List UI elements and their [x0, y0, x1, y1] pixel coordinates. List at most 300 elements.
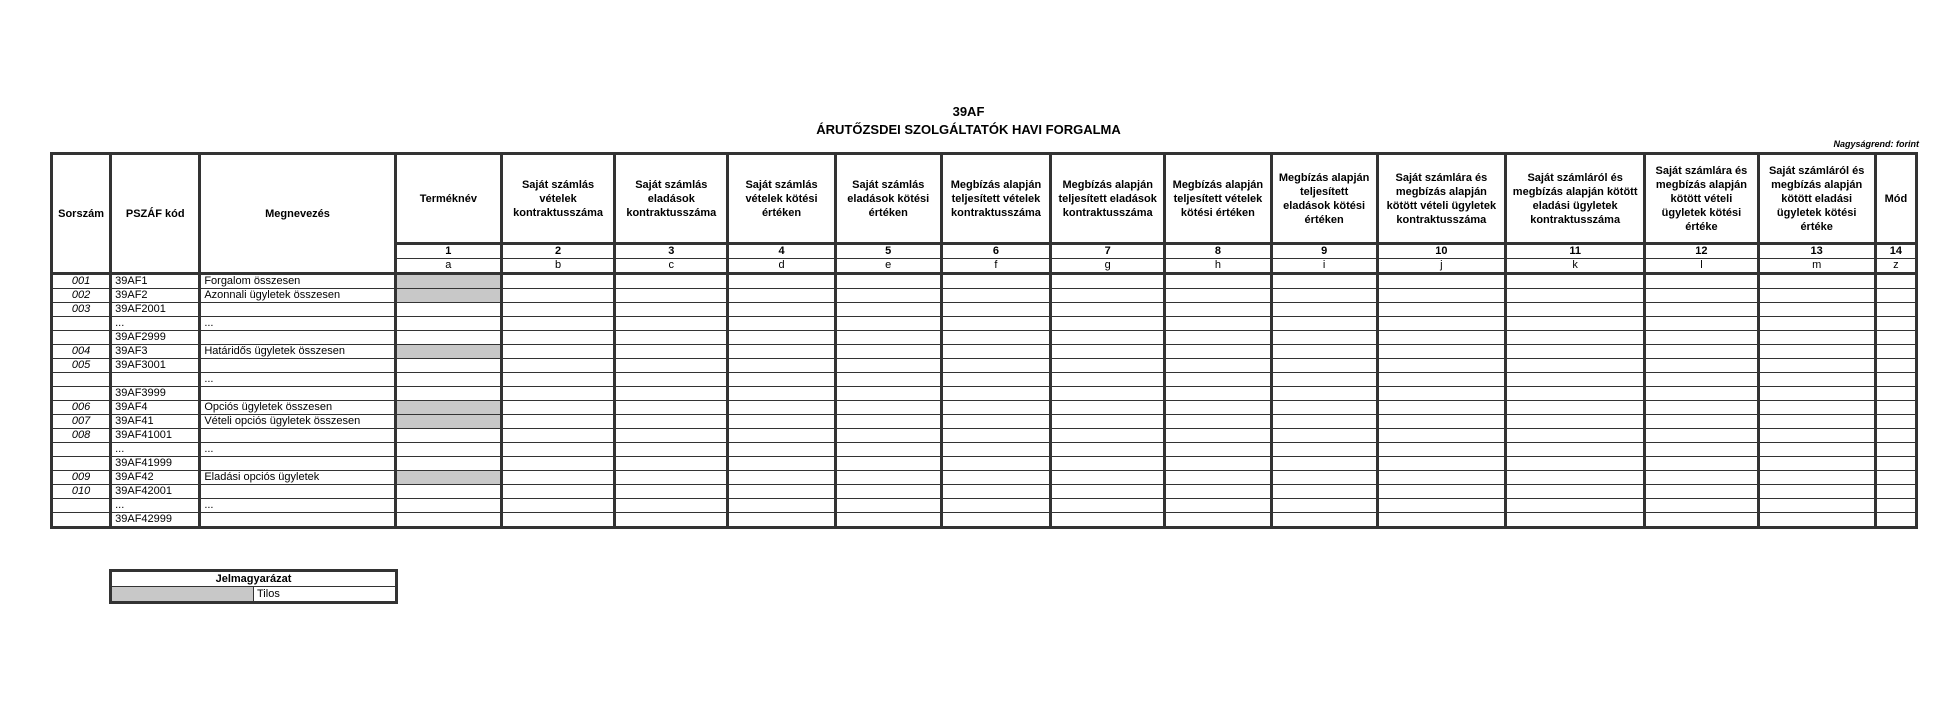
data-cell [501, 443, 614, 457]
row-megnevezes: ... [200, 373, 395, 387]
data-cell [395, 457, 501, 471]
data-cell [1271, 499, 1377, 513]
data-cell [1271, 415, 1377, 429]
data-cell [1377, 359, 1505, 373]
row-megnevezes: Azonnali ügyletek összesen [200, 289, 395, 303]
data-cell [1377, 513, 1505, 528]
data-cell [615, 331, 728, 345]
col-letter: d [728, 259, 835, 274]
data-cell [1506, 289, 1645, 303]
col-letter: l [1645, 259, 1758, 274]
data-cell [1645, 471, 1758, 485]
row-sorszam [52, 331, 111, 345]
data-cell [1165, 457, 1271, 471]
data-cell [1645, 303, 1758, 317]
data-cell [395, 499, 501, 513]
data-cell [1506, 303, 1645, 317]
data-cell [1645, 289, 1758, 303]
data-cell [1051, 401, 1165, 415]
col-header-7: Megbízás alapján teljesített eladások kontraktusszáma [1051, 154, 1165, 244]
data-cell [1051, 317, 1165, 331]
data-cell [1051, 457, 1165, 471]
data-cell [1506, 359, 1645, 373]
data-cell [835, 359, 941, 373]
data-cell [615, 485, 728, 499]
data-cell [1165, 387, 1271, 401]
col-number: 10 [1377, 244, 1505, 259]
data-cell [1875, 499, 1916, 513]
row-sorszam [52, 513, 111, 528]
table-row [52, 513, 1917, 528]
col-header-1: Terméknév [395, 154, 501, 244]
data-cell [395, 274, 501, 289]
data-cell [615, 303, 728, 317]
row-megnevezes [200, 457, 395, 471]
data-cell [1051, 499, 1165, 513]
data-cell [728, 373, 835, 387]
data-cell [728, 457, 835, 471]
col-header-6: Megbízás alapján teljesített vételek kontraktusszáma [941, 154, 1050, 244]
data-cell [1165, 485, 1271, 499]
row-megnevezes [200, 303, 395, 317]
col-letter: m [1758, 259, 1875, 274]
row-sorszam: 009 [52, 471, 111, 485]
legend [109, 569, 398, 604]
data-cell [1377, 499, 1505, 513]
data-cell [1875, 415, 1916, 429]
row-pszaf-kod: 39AF41001 [111, 429, 200, 443]
row-pszaf-kod: 39AF3999 [111, 387, 200, 401]
data-cell [501, 303, 614, 317]
data-cell [835, 457, 941, 471]
unit-note: Nagyságrend: forint [1833, 139, 1919, 149]
data-cell [395, 443, 501, 457]
data-cell [501, 513, 614, 528]
data-cell [501, 415, 614, 429]
data-cell [1271, 485, 1377, 499]
data-cell [1758, 485, 1875, 499]
data-cell [1051, 443, 1165, 457]
row-sorszam: 007 [52, 415, 111, 429]
data-cell [1165, 317, 1271, 331]
data-cell [615, 415, 728, 429]
col-header-11: Saját számláról és megbízás alapján kötött eladási ügyletek kontraktusszáma [1506, 154, 1645, 244]
col-number: 6 [941, 244, 1050, 259]
col-header-10: Saját számlára és megbízás alapján kötött vételi ügyletek kontraktusszáma [1377, 154, 1505, 244]
data-cell [1645, 345, 1758, 359]
row-megnevezes [200, 359, 395, 373]
table-row [52, 485, 1917, 499]
table-row [52, 303, 1917, 317]
data-cell [1051, 345, 1165, 359]
data-cell [728, 331, 835, 345]
row-sorszam: 001 [52, 274, 111, 289]
data-cell [1875, 303, 1916, 317]
data-cell [501, 274, 614, 289]
data-cell [835, 317, 941, 331]
data-cell [395, 359, 501, 373]
legend-title: Jelmagyarázat [111, 571, 397, 587]
col-header-8: Megbízás alapján teljesített vételek kötési értéken [1165, 154, 1271, 244]
col-header-4: Saját számlás vételek kötési értéken [728, 154, 835, 244]
data-cell [1051, 289, 1165, 303]
data-cell [1165, 274, 1271, 289]
data-cell [835, 485, 941, 499]
col-letter: e [835, 259, 941, 274]
data-cell [1645, 485, 1758, 499]
row-megnevezes: ... [200, 443, 395, 457]
row-megnevezes: Határidős ügyletek összesen [200, 345, 395, 359]
col-number: 3 [615, 244, 728, 259]
data-cell [835, 499, 941, 513]
col-number: 7 [1051, 244, 1165, 259]
data-cell [728, 345, 835, 359]
row-sorszam: 004 [52, 345, 111, 359]
data-cell [1506, 331, 1645, 345]
data-cell [1165, 289, 1271, 303]
data-cell [501, 485, 614, 499]
data-cell [941, 289, 1050, 303]
data-cell [1377, 289, 1505, 303]
data-cell [1645, 443, 1758, 457]
data-cell [1758, 471, 1875, 485]
data-cell [728, 274, 835, 289]
data-cell [1645, 331, 1758, 345]
table-row [52, 443, 1917, 457]
data-cell [835, 331, 941, 345]
data-cell [1271, 317, 1377, 331]
table-row [52, 387, 1917, 401]
data-cell [1875, 471, 1916, 485]
data-cell [1758, 499, 1875, 513]
table-row [52, 331, 1917, 345]
col-letter: f [941, 259, 1050, 274]
data-cell [1875, 317, 1916, 331]
data-cell [1875, 485, 1916, 499]
data-cell [1165, 331, 1271, 345]
data-cell [615, 289, 728, 303]
data-cell [395, 373, 501, 387]
data-cell [1271, 443, 1377, 457]
row-megnevezes [200, 513, 395, 528]
data-cell [941, 513, 1050, 528]
data-cell [1377, 401, 1505, 415]
data-cell [615, 499, 728, 513]
data-cell [1758, 429, 1875, 443]
data-cell [835, 345, 941, 359]
data-cell [395, 289, 501, 303]
col-number: 8 [1165, 244, 1271, 259]
data-cell [1377, 471, 1505, 485]
col-header-pszaf-kod: PSZÁF kód [111, 154, 200, 274]
row-pszaf-kod: 39AF2001 [111, 303, 200, 317]
data-cell [728, 471, 835, 485]
data-cell [1377, 457, 1505, 471]
table-body [52, 274, 1917, 528]
data-cell [1377, 443, 1505, 457]
data-cell [501, 289, 614, 303]
data-cell [835, 443, 941, 457]
data-cell [1051, 485, 1165, 499]
row-sorszam: 005 [52, 359, 111, 373]
data-cell [1506, 443, 1645, 457]
data-cell [1506, 373, 1645, 387]
data-cell [1758, 457, 1875, 471]
data-cell [1271, 274, 1377, 289]
data-cell [1165, 401, 1271, 415]
data-cell [728, 303, 835, 317]
data-cell [1377, 429, 1505, 443]
data-cell [1645, 415, 1758, 429]
row-megnevezes [200, 485, 395, 499]
data-cell [835, 387, 941, 401]
row-sorszam: 010 [52, 485, 111, 499]
table-row [52, 457, 1917, 471]
data-cell [1645, 429, 1758, 443]
data-cell [501, 345, 614, 359]
table-row [52, 471, 1917, 485]
col-number: 12 [1645, 244, 1758, 259]
data-cell [835, 274, 941, 289]
data-cell [395, 513, 501, 528]
col-number: 13 [1758, 244, 1875, 259]
data-cell [835, 289, 941, 303]
row-pszaf-kod: 39AF42001 [111, 485, 200, 499]
data-cell [1875, 331, 1916, 345]
data-cell [615, 345, 728, 359]
data-cell [1051, 387, 1165, 401]
col-number: 4 [728, 244, 835, 259]
data-cell [615, 373, 728, 387]
row-pszaf-kod: 39AF2999 [111, 331, 200, 345]
data-cell [1875, 513, 1916, 528]
data-cell [395, 471, 501, 485]
col-header-9: Megbízás alapján teljesített eladások kötési értéken [1271, 154, 1377, 244]
data-cell [1875, 443, 1916, 457]
report-table [50, 152, 1918, 529]
data-cell [615, 513, 728, 528]
data-cell [941, 457, 1050, 471]
data-cell [1271, 345, 1377, 359]
data-cell [1377, 415, 1505, 429]
data-cell [1506, 513, 1645, 528]
data-cell [501, 499, 614, 513]
col-header-sorszam: Sorszám [52, 154, 111, 274]
col-letter: c [615, 259, 728, 274]
table-row [52, 345, 1917, 359]
data-cell [1875, 387, 1916, 401]
data-cell [728, 359, 835, 373]
data-cell [1377, 331, 1505, 345]
data-cell [1271, 471, 1377, 485]
row-sorszam: 003 [52, 303, 111, 317]
legend-swatch [111, 587, 254, 603]
data-cell [941, 415, 1050, 429]
col-letter: j [1377, 259, 1505, 274]
data-cell [941, 303, 1050, 317]
data-cell [1377, 485, 1505, 499]
data-cell [728, 401, 835, 415]
row-megnevezes [200, 387, 395, 401]
data-cell [1051, 415, 1165, 429]
row-pszaf-kod: 39AF42 [111, 471, 200, 485]
data-cell [1758, 373, 1875, 387]
data-cell [1875, 289, 1916, 303]
data-cell [941, 387, 1050, 401]
data-cell [1506, 401, 1645, 415]
col-header-14: Mód [1875, 154, 1916, 244]
table-row [52, 274, 1917, 289]
row-megnevezes [200, 331, 395, 345]
data-cell [835, 373, 941, 387]
data-cell [1506, 317, 1645, 331]
data-cell [1377, 373, 1505, 387]
data-cell [941, 471, 1050, 485]
col-number: 9 [1271, 244, 1377, 259]
row-pszaf-kod: 39AF4 [111, 401, 200, 415]
row-pszaf-kod: 39AF2 [111, 289, 200, 303]
table-row [52, 429, 1917, 443]
row-pszaf-kod: ... [111, 499, 200, 513]
data-cell [1875, 274, 1916, 289]
data-cell [501, 373, 614, 387]
row-pszaf-kod: 39AF41999 [111, 457, 200, 471]
row-sorszam [52, 317, 111, 331]
row-pszaf-kod: ... [111, 317, 200, 331]
data-cell [1165, 499, 1271, 513]
data-cell [395, 415, 501, 429]
col-header-megnevezes: Megnevezés [200, 154, 395, 274]
data-cell [1645, 359, 1758, 373]
row-megnevezes [200, 429, 395, 443]
data-cell [835, 471, 941, 485]
data-cell [1271, 401, 1377, 415]
data-cell [1875, 345, 1916, 359]
col-letter: z [1875, 259, 1916, 274]
data-cell [1758, 303, 1875, 317]
table-row [52, 415, 1917, 429]
data-cell [1758, 359, 1875, 373]
data-cell [1051, 359, 1165, 373]
col-header-3: Saját számlás eladások kontraktusszáma [615, 154, 728, 244]
data-cell [1271, 373, 1377, 387]
data-cell [941, 429, 1050, 443]
row-pszaf-kod: 39AF42999 [111, 513, 200, 528]
data-cell [1645, 373, 1758, 387]
data-cell [1758, 387, 1875, 401]
data-cell [941, 317, 1050, 331]
data-cell [395, 401, 501, 415]
data-cell [1506, 429, 1645, 443]
data-cell [501, 387, 614, 401]
data-cell [941, 401, 1050, 415]
row-pszaf-kod [111, 373, 200, 387]
data-cell [1271, 289, 1377, 303]
data-cell [1645, 387, 1758, 401]
data-cell [395, 303, 501, 317]
data-cell [1165, 471, 1271, 485]
data-cell [615, 471, 728, 485]
row-megnevezes: Vételi opciós ügyletek összesen [200, 415, 395, 429]
data-cell [1051, 429, 1165, 443]
table-row [52, 289, 1917, 303]
data-cell [941, 499, 1050, 513]
data-cell [395, 429, 501, 443]
data-cell [941, 485, 1050, 499]
data-cell [615, 429, 728, 443]
data-cell [1051, 513, 1165, 528]
row-sorszam: 006 [52, 401, 111, 415]
data-cell [728, 513, 835, 528]
data-cell [1051, 471, 1165, 485]
data-cell [728, 443, 835, 457]
data-cell [1271, 429, 1377, 443]
data-cell [1645, 499, 1758, 513]
data-cell [1645, 317, 1758, 331]
data-cell [1165, 443, 1271, 457]
row-megnevezes: ... [200, 317, 395, 331]
table-row [52, 401, 1917, 415]
row-sorszam [52, 373, 111, 387]
data-cell [1165, 373, 1271, 387]
data-cell [941, 373, 1050, 387]
data-cell [615, 317, 728, 331]
legend-label: Tilos [254, 587, 397, 603]
data-cell [1758, 401, 1875, 415]
data-cell [501, 317, 614, 331]
data-cell [501, 331, 614, 345]
data-cell [1645, 401, 1758, 415]
data-cell [1377, 303, 1505, 317]
data-cell [835, 401, 941, 415]
data-cell [1506, 471, 1645, 485]
data-cell [1271, 331, 1377, 345]
row-pszaf-kod: 39AF3 [111, 345, 200, 359]
row-megnevezes: ... [200, 499, 395, 513]
data-cell [941, 331, 1050, 345]
data-cell [728, 289, 835, 303]
data-cell [1506, 274, 1645, 289]
data-cell [501, 401, 614, 415]
data-cell [728, 415, 835, 429]
data-cell [1758, 345, 1875, 359]
data-cell [835, 303, 941, 317]
data-cell [1271, 513, 1377, 528]
data-cell [501, 359, 614, 373]
data-cell [1377, 274, 1505, 289]
table-row [52, 499, 1917, 513]
col-header-13: Saját számláról és megbízás alapján kötött eladási ügyletek kötési értéke [1758, 154, 1875, 244]
data-cell [1645, 274, 1758, 289]
data-cell [1758, 317, 1875, 331]
row-pszaf-kod: 39AF41 [111, 415, 200, 429]
data-cell [1377, 387, 1505, 401]
col-number: 14 [1875, 244, 1916, 259]
data-cell [1051, 373, 1165, 387]
col-letter: h [1165, 259, 1271, 274]
row-sorszam [52, 387, 111, 401]
data-cell [1645, 513, 1758, 528]
data-cell [835, 429, 941, 443]
data-cell [1758, 289, 1875, 303]
data-cell [1875, 457, 1916, 471]
col-number: 11 [1506, 244, 1645, 259]
data-cell [1165, 415, 1271, 429]
row-megnevezes: Forgalom összesen [200, 274, 395, 289]
row-pszaf-kod: ... [111, 443, 200, 457]
data-cell [1645, 457, 1758, 471]
data-cell [501, 429, 614, 443]
